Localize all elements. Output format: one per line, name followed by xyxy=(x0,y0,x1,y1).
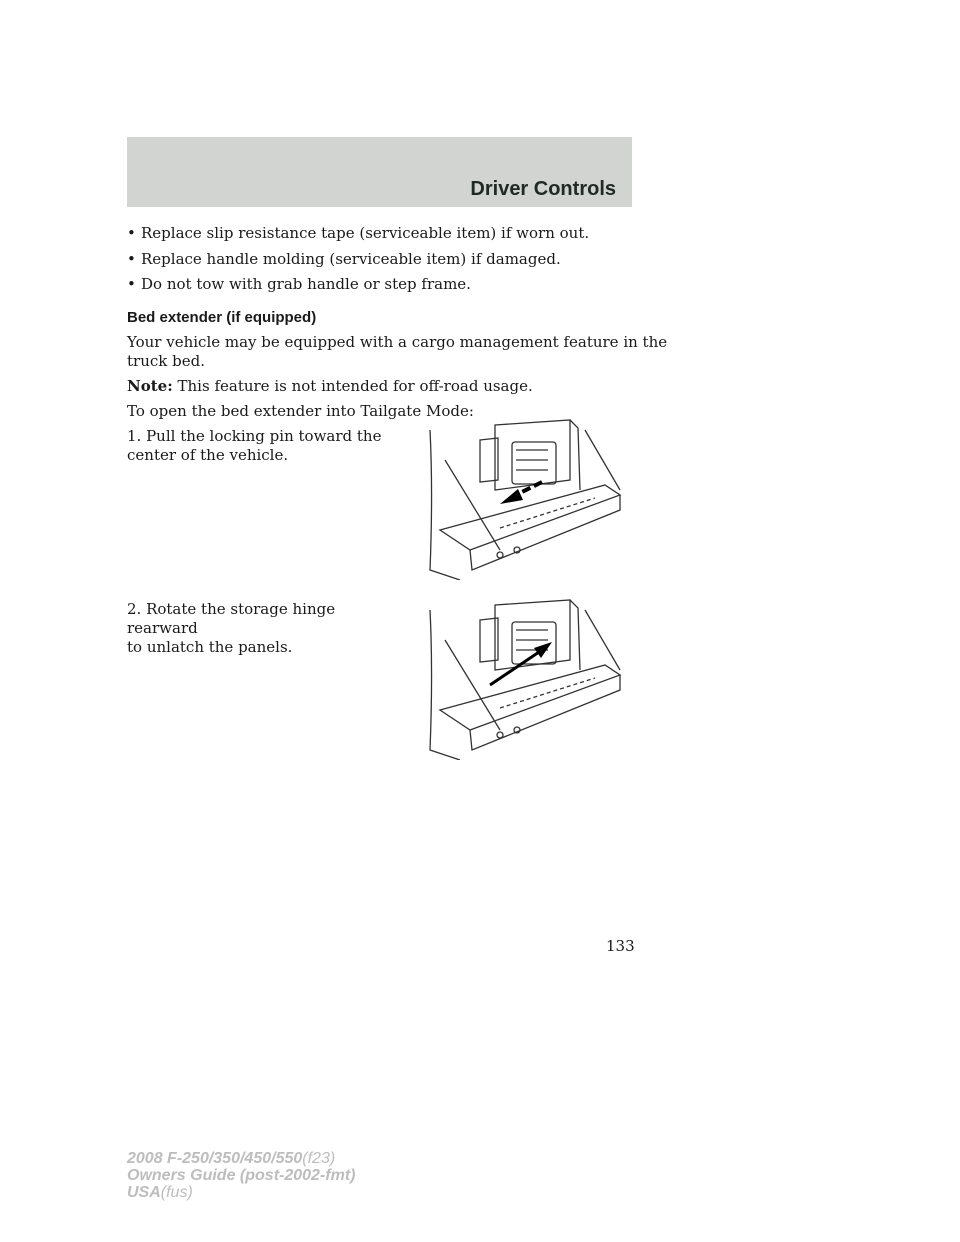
bullet-item: • Do not tow with grab handle or step frame. xyxy=(127,275,471,293)
arrow-left-icon xyxy=(500,482,542,504)
bullet-icon: • xyxy=(127,275,136,293)
section-header-bar xyxy=(127,137,632,207)
step-1: 1. Pull the locking pin toward the center of the vehicle. xyxy=(127,427,382,464)
note-paragraph: Note: This feature is not intended for off-road usage. xyxy=(127,377,533,395)
open-instruction: To open the bed extender into Tailgate Mode: xyxy=(127,402,474,420)
document-footer: 2008 F-250/350/450/550(f23) Owners Guide (post-2002-fmt) USA(fus) xyxy=(127,1150,356,1201)
note-label: Note: xyxy=(127,377,173,395)
section-title: Driver Controls xyxy=(470,178,616,200)
page-number: 133 xyxy=(606,937,635,955)
step-2: 2. Rotate the storage hinge rearward to unlatch the panels. xyxy=(127,600,336,656)
step-1-illustration xyxy=(420,410,630,580)
bullet-icon: • xyxy=(127,250,136,268)
step-2-illustration xyxy=(420,590,630,760)
intro-paragraph: Your vehicle may be equipped with a cargo management feature in the truck bed. xyxy=(127,333,668,370)
bullet-icon: • xyxy=(127,224,136,242)
section-heading: Bed extender (if equipped) xyxy=(127,309,317,326)
bullet-item: • Replace handle molding (serviceable item) if damaged. xyxy=(127,250,561,268)
bullet-item: • Replace slip resistance tape (serviceable item) if worn out. xyxy=(127,224,590,242)
